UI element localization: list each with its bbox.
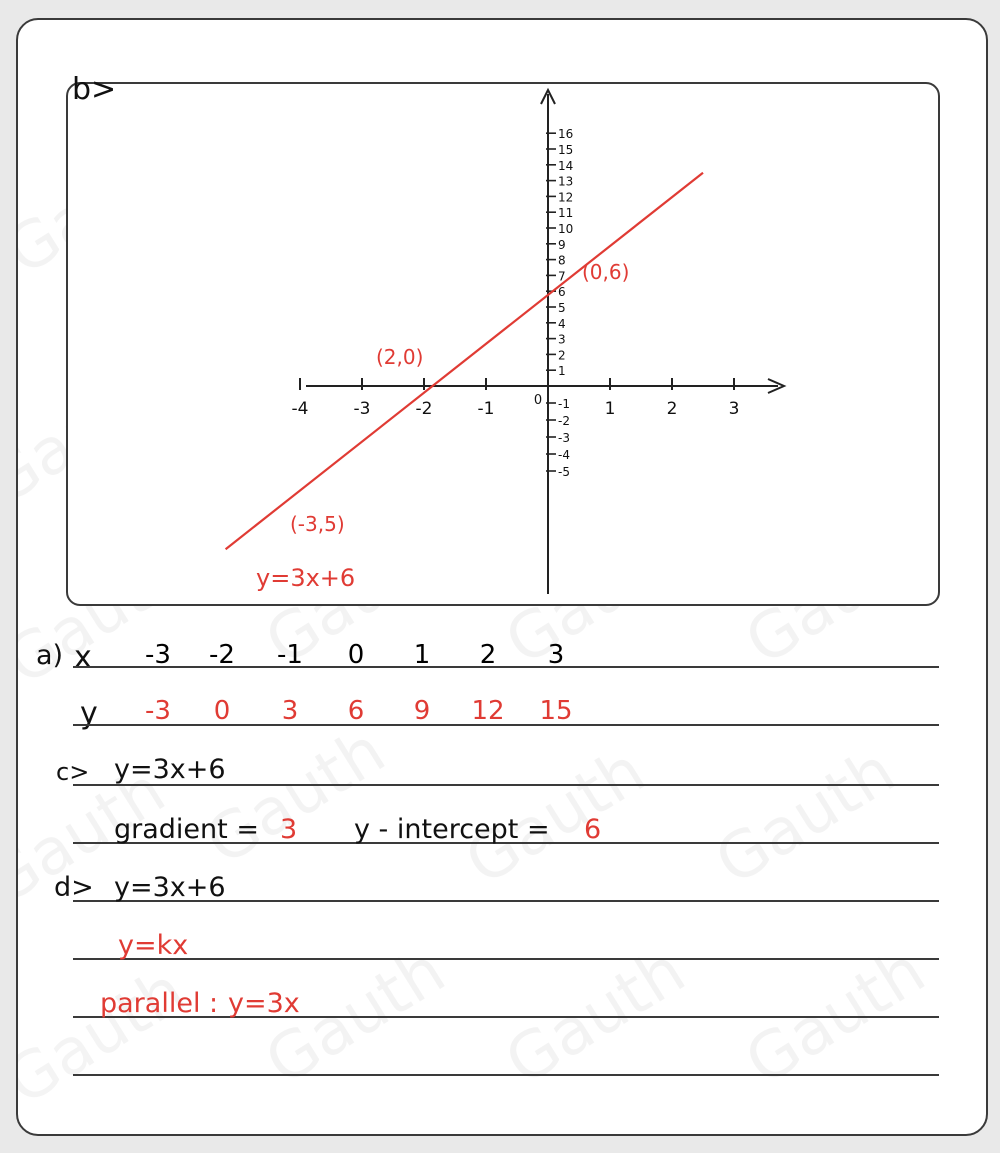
y-value-cell: 15 xyxy=(539,696,573,726)
y-tick-label: 4 xyxy=(558,316,566,331)
parallel-equation: y=3x xyxy=(228,988,300,1019)
x-value-cell: -3 xyxy=(145,640,171,670)
origin-label: 0 xyxy=(533,393,543,408)
y-tick-label: 8 xyxy=(558,253,566,268)
part-c-equation: y=3x+6 xyxy=(114,754,226,785)
point-label: (2,0) xyxy=(376,345,424,369)
y-tick-label: 5 xyxy=(558,301,566,315)
ruled-line xyxy=(73,1074,939,1076)
y-tick-label: 3 xyxy=(558,332,566,347)
y-tick-label: 15 xyxy=(558,143,574,157)
x-tick-label: 2 xyxy=(666,399,678,419)
worksheet xyxy=(16,18,988,1136)
line-equation-label: y=3x+6 xyxy=(256,564,356,592)
part-b-label: b> xyxy=(72,72,117,107)
x-value-cell: 0 xyxy=(347,640,365,670)
parallel-label: parallel : xyxy=(100,988,219,1019)
graph-svg xyxy=(68,84,938,604)
y-tick-label: -3 xyxy=(558,431,570,445)
y-tick-label: 16 xyxy=(558,127,574,142)
gradient-label: gradient = xyxy=(114,814,259,845)
x-tick-label: -2 xyxy=(415,399,433,419)
y-value-cell: 9 xyxy=(413,696,431,726)
x-value-cell: -1 xyxy=(277,640,303,670)
y-tick-label: 11 xyxy=(558,206,574,221)
y-row-header: y xyxy=(80,696,98,731)
x-value-cell: 1 xyxy=(413,640,431,670)
x-tick-label: -3 xyxy=(353,399,371,419)
x-tick-label: 3 xyxy=(728,399,740,419)
part-d-equation: y=3x+6 xyxy=(114,872,226,903)
intercept-label: y - intercept = xyxy=(354,814,550,845)
y-value-cell: 6 xyxy=(347,696,365,726)
y-value-cell: -3 xyxy=(145,696,171,726)
point-label: (0,6) xyxy=(582,260,630,285)
y-value-cell: 0 xyxy=(213,696,231,726)
general-form: y=kx xyxy=(118,930,189,961)
y-tick-label: -2 xyxy=(558,414,570,428)
watermark-text xyxy=(193,714,398,880)
y-tick-label: 1 xyxy=(558,364,566,379)
ruled-line xyxy=(73,724,939,726)
x-value-cell: -2 xyxy=(209,640,235,670)
line-y-3x-plus-6 xyxy=(226,173,703,550)
watermark-text xyxy=(16,954,198,1120)
part-c-label: c> xyxy=(56,758,90,786)
intercept-value: 6 xyxy=(584,814,602,845)
x-tick-label: 1 xyxy=(604,399,616,419)
part-a-label: a) xyxy=(36,640,64,671)
y-tick-label: -4 xyxy=(558,448,570,462)
y-tick-label: 12 xyxy=(558,190,574,205)
x-tick-label: -4 xyxy=(291,399,309,419)
graph-panel xyxy=(66,82,940,606)
point-label: (-3,5) xyxy=(290,512,345,536)
y-tick-label: 10 xyxy=(558,222,574,236)
y-tick-label: 2 xyxy=(558,348,566,363)
part-d-label: d> xyxy=(54,872,94,903)
y-tick-label: -5 xyxy=(558,465,570,479)
gradient-value: 3 xyxy=(280,814,298,845)
y-value-cell: 12 xyxy=(471,696,505,726)
y-tick-label: -1 xyxy=(558,397,570,411)
x-tick-label: -1 xyxy=(477,399,495,419)
ruled-line xyxy=(73,666,939,668)
y-tick-label: 6 xyxy=(558,285,566,300)
watermark-text xyxy=(703,734,908,900)
y-tick-label: 7 xyxy=(558,269,566,284)
x-value-cell: 3 xyxy=(547,640,565,670)
y-value-cell: 3 xyxy=(281,696,299,726)
ruled-line xyxy=(73,958,939,960)
y-tick-label: 13 xyxy=(558,174,574,189)
x-row-header: x xyxy=(74,640,92,675)
x-value-cell: 2 xyxy=(479,640,497,670)
y-tick-label: 9 xyxy=(558,237,566,252)
y-tick-label: 14 xyxy=(558,158,574,173)
